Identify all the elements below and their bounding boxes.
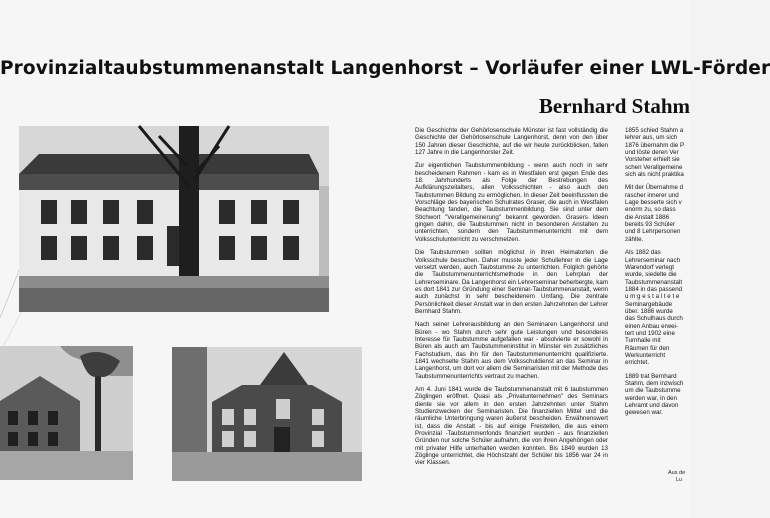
photo-gabled-building	[172, 347, 362, 481]
paragraph: Zur eigentlichen Taubstummenbildung - wenn auch noch in sehr bescheidenem Rahmen - kam es in Westfalen erst gegen Ende des 18. Jahrhunderts als Folge der Bestrebungen des Aufklärungszeitalters, allen Volksschichten - also auch den Taubstummen Bildung zu ermöglichen. In dieser Zeit beeinflussten die Vorschläge des bayerischen Schulrates Graser, die auch in Westfalen Beachtung fanden, die Taubstummenbildung. Sie sind unter dem Stichwort "Verallgemeinerung" bekannt geworden. Grasers Ideen gingen dahin, die Taubstummen nicht in besonderen Anstalten zu unterrichten, sondern den Taubstummenunterricht mit dem Volksschulunterricht zu verschmelzen.	[415, 162, 608, 243]
paragraph: Die Geschichte der Gehörlosenschule Münster ist fast vollständig die Geschichte der Gehörlosenschule Langenhorst, denn von den über 150 Jahren dieser Geschichte, auf die wir heute zurückblicken, fallen 127 Jahre in die Langenhorster Zeit.	[415, 127, 608, 157]
photo-school-building	[19, 126, 329, 312]
source-credit: Aus de Lu	[668, 470, 686, 483]
paragraph: Am 4. Juni 1841 wurde die Taubstummenanstalt mit 6 taubstummen Zöglingen eröffnet. Quasi als „Privatunternehmen" des Seminars diente sie vor allem in den ersten Jahrzehnten unter Stahm Studienzwecken der Seminaristen. Die finanziellen Mittel und die räumliche Unterbringung waren äußerst bescheiden. Erwähnenswert ist, dass die Anstalt - bis auf einige Freistellen, die aus einem Provinzial -Taubstummenfonds finanziert wurden - aus finanziellen Gründen nur solche Schüler aufnahm, die von ihren Angehörigen oder mit privater Hilfe unterhalten werden konnten. Bis 1849 wurden 13 Zöglinge unterrichtet, die Höchstzahl der Schüler bis 1856 war 24 in vier Klassen.	[415, 386, 608, 467]
text-column-right	[625, 127, 695, 477]
paragraph: Mit der Übernahme d rascher innerer und Lage besserte sich v enorm zu, so dass die Anstalt 1886 bereits 93 Schüler und 8 Lehrpersonen zählte.	[625, 184, 684, 243]
page-subtitle: Bernhard Stahm	[538, 94, 690, 118]
paragraph: Als 1882 das Lehrerseminar nach Warendorf verlegt wurde, siedelte die Taubstummenanstalt 1884 in das passend u m g e s t a l t e t e Seminargebäude über. 1886 wurde das Schulhaus durch einen Anbau erwei- tert und 1902 eine Turnhalle mit Räumen für den Werkunterricht errichtet.	[625, 249, 683, 367]
paragraph: 1855 schied Stahm a lehrer aus, um sich 1876 übernahm die P und löste deren Ver Vorsteher erhielt sie schen Verallgemeine sich als nicht praktika	[625, 127, 685, 179]
paragraph: Nach seiner Lehrerausbildung an den Seminaren Langenhorst und Büren - wo Stahm durch sehr gute Leistungen und besonderes Interesse für Taubstumme aufgefallen war - absolvierte er sowohl in Büren als auch am Taubstummeninstitut in Münster ein zusätzliches Fachstudium, das ihn für den Taubstummenunterricht qualifizierte. 1841 wechselte Stahm aus dem Volksschuldienst an das Seminar in Langenhorst, um dort vor allem die Seminaristen mit der Methode des Taubstummenunterrichts vertraut zu machen.	[415, 321, 608, 380]
paragraph: 1889 trat Bernhard Stahm, dem inzwisch um die Taubstumme werden war, in den Lehramt und davon gewesen war.	[625, 372, 684, 417]
text-column-main	[415, 127, 608, 473]
photo-street-houses	[0, 346, 133, 480]
page-title: Provinzialtaubstummenanstalt Langenhorst – Vorläufer einer LWL-Förder	[0, 58, 770, 79]
paragraph: Die Taubstummen sollten möglichst in ihren Heimatorten die Volksschule besuchen. Daher musste jeder Schullehrer in die Lage versetzt werden, auch Taubstumme zu unterrichten. Folglich gehörte die Taubstummenunterrichtsmethode in den Lehrplan der Lehrerseminare. Da Langenhorst ein Lehrerseminar beherbergte, kam es dort 1841 zur Gründung einer Seminar-Taubstummenanstalt, wenn auch zunächst in sehr bescheidenem Umfang. Die zentrale Persönlichkeit dieser Anstalt war in den ersten Jahrzehnten der Lehrer Bernhard Stahm.	[415, 249, 608, 315]
